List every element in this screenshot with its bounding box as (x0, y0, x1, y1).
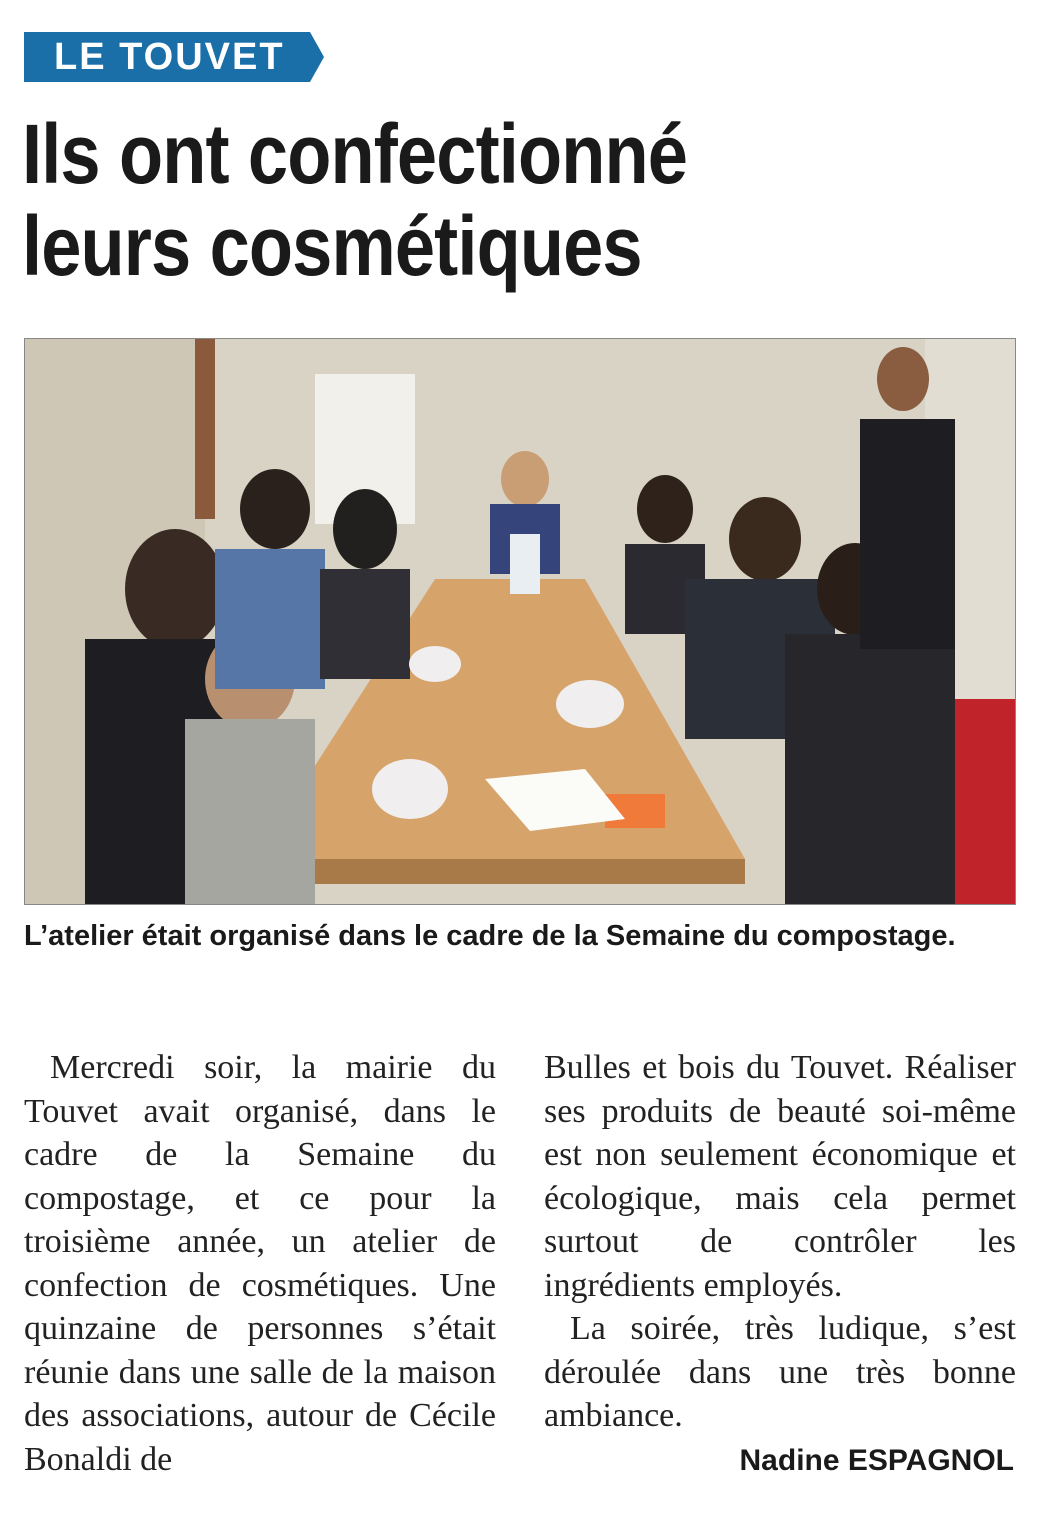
byline: Nadine ESPAGNOL (739, 1444, 1014, 1477)
workshop-photo-icon (25, 339, 1016, 905)
section-kicker (24, 32, 324, 82)
body-paragraph-2: La soirée, très ludique, s’est déroulée dans une très bonne ambiance. (544, 1310, 1016, 1434)
body-column-2 (544, 1046, 1016, 1438)
body-paragraph-1-continued: Bulles et bois du Touvet. Réaliser ses produits de beauté soi-même est non seulement économique et écologique, mais cela permet surtout de contrôler les ingrédients employés. (544, 1049, 1016, 1304)
headline-line-1: Ils ont confectionné (22, 107, 688, 201)
photo-caption: L’atelier était organisé dans le cadre de la Semaine du compostage. (24, 920, 956, 952)
body-column-1 (24, 1046, 496, 1481)
article-photo (24, 338, 1016, 905)
headline-line-2: leurs cosmétiques (22, 199, 642, 293)
headline (22, 108, 1032, 292)
section-label: LE TOUVET (54, 36, 285, 78)
body-paragraph-1: Mercredi soir, la mairie du Touvet avait organisé, dans le cadre de la Semaine du compostage, et ce pour la troisième année, un atelier de confection de cosmétiques. Une quinzaine de personnes s’était réunie dans une salle de la maison des associations, autour de Cécile Bonaldi de (24, 1049, 496, 1478)
